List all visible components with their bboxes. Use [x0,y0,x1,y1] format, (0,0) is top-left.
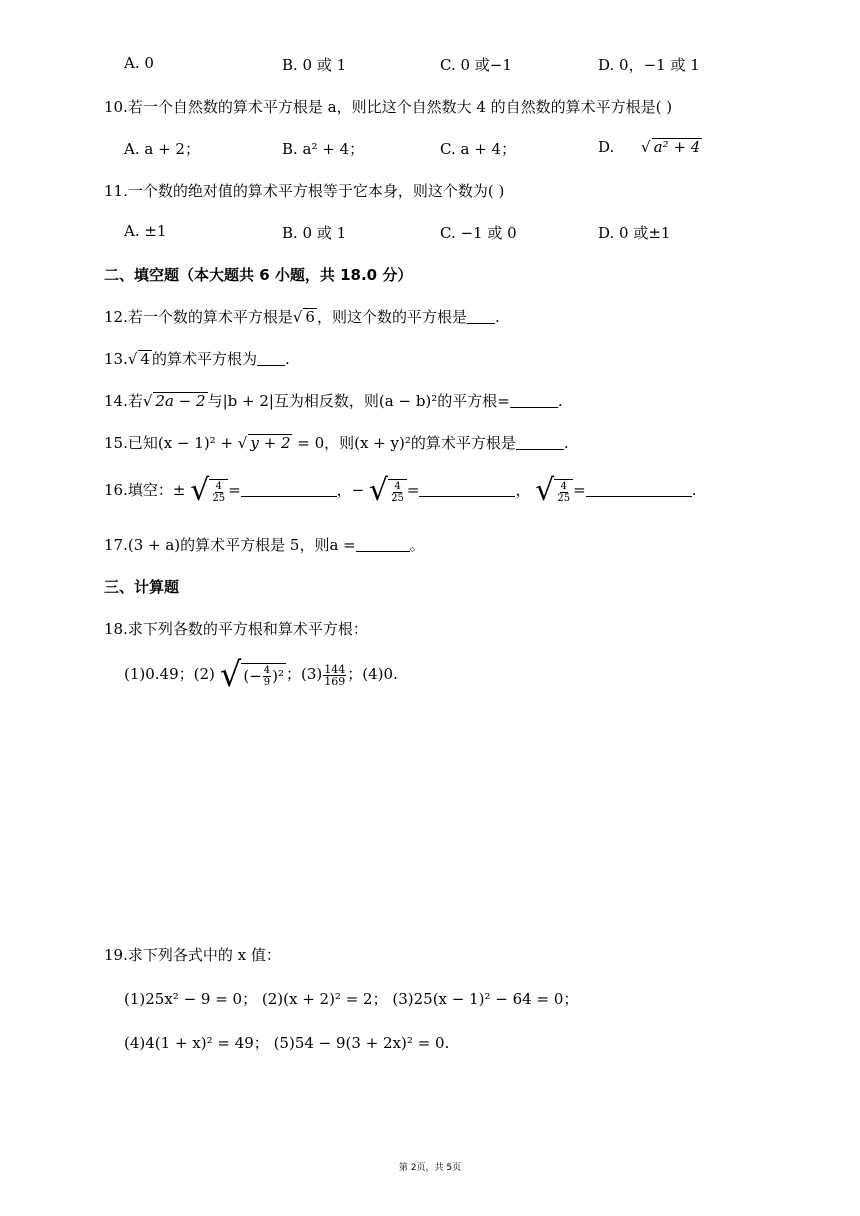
q11-option-a: A. ±1 [124,222,167,240]
section-fill-in-heading: 二、填空题（本大题共 6 小题，共 18.0 分） [104,266,413,284]
q16-end: . [691,481,697,499]
q16-num-1: 4 [215,480,222,492]
q18-parts [124,655,398,695]
q16-num-2: 4 [394,480,401,492]
q18-part-4: ；(4)0. [347,665,398,683]
q17-answer-blank[interactable] [356,536,410,552]
q14-answer-blank[interactable] [510,392,558,408]
q16-sep-1: ，− [336,481,365,499]
q18-inner-den: 9 [263,676,271,688]
q14-mid: 与|b + 2|互为相反数，则(a − b)²的平方根= [207,392,510,410]
q16-den-3: 25 [557,492,571,504]
q15-answer-blank[interactable] [516,434,564,450]
q16-den-1: 25 [212,492,226,504]
q18-frac-den: 169 [324,674,346,688]
q19-row-2: (4)4(1 + x)² = 49； (5)54 − 9(3 + 2x)² = 0. [124,1034,450,1052]
q10-choices [0,138,860,162]
q13: 13.√ 4 的算术平方根为 . [104,350,290,368]
q18-inner-close: )² [272,667,285,685]
q10-option-a: A. a + 2； [124,140,200,158]
q9-option-a: A. 0 [124,54,154,72]
q10-option-d-radicand: a² + 4 [653,138,701,156]
q18-frac-num: 144 [324,662,346,676]
q14-pre: 14.若 [104,392,143,410]
q10-option-d-label: D. [598,138,615,156]
q12-post: ，则这个数的平方根是 [316,308,467,326]
q16-pre: 16.填空：± [104,481,186,499]
q16-eq-3: = [573,481,586,499]
q14-end: . [557,392,563,410]
q11-option-b: B. 0 或 1 [282,224,347,242]
q18-inner-num: 4 [263,664,271,676]
q16-sqrt-1: √ $\frac{4}{25}$ [190,476,228,506]
q13-end: . [284,350,290,368]
q13-post: 的算术平方根为 [151,350,257,368]
q18-part-1-2: (1)0.49；(2) [124,665,215,683]
q12-end: . [494,308,500,326]
q19-stem: 19.求下列各式中的 x 值： [104,946,281,964]
q17-end: 。 [409,536,425,554]
q9-option-c: C. 0 或−1 [440,56,512,74]
q16-num-3: 4 [560,480,567,492]
q11-choices [0,222,860,246]
q12-radicand: 6 [305,308,315,326]
q9-option-d: D. 0，−1 或 1 [598,56,700,74]
q16-answer-blank-2[interactable] [419,481,515,497]
q14-radicand: 2a − 2 [155,392,206,410]
q17 [104,534,425,555]
section-calculation-heading: 三、计算题 [104,578,180,596]
q16-den-2: 25 [391,492,404,504]
q13-radicand: 4 [140,350,150,368]
q9-option-b: B. 0 或 1 [282,56,347,74]
q16-eq-2: = [406,481,420,499]
q17-text: 17.(3 + a)的算术平方根是 5，则a = [104,536,356,554]
q10-option-c: C. a + 4； [440,140,517,158]
q18-stem: 18.求下列各数的平方根和算术平方根： [104,620,368,638]
q16-answer-blank-3[interactable] [586,481,692,497]
q15: 15.已知(x − 1)² + √ y + 2 = 0，则(x + y)²的算术平方根是 . [104,434,569,452]
q10-option-d: D. √ a² + 4 [598,138,701,156]
q18-inner-sign: (− [243,667,262,685]
q16-sqrt-3: √ $\frac{4}{25}$ [535,476,573,506]
q18-sqrt: √ (− $\frac{4}{9}$ )² [219,655,285,695]
q16 [104,473,697,508]
q11-stem: 11.一个数的绝对值的算术平方根等于它本身，则这个数为( ) [104,182,505,200]
q13-answer-blank[interactable] [257,350,285,366]
q15-end: . [563,434,569,452]
q15-post: = 0，则(x + y)²的算术平方根是 [292,434,516,452]
q12: 12.若一个数的算术平方根是√ 6 ，则这个数的平方根是 . [104,308,500,326]
q12-answer-blank[interactable] [467,308,495,324]
q9-choices [0,54,860,78]
q13-pre: 13. [104,350,128,368]
q15-pre: 15.已知(x − 1)² + [104,434,238,452]
q12-pre: 12.若一个数的算术平方根是 [104,308,293,326]
q16-eq-1: = [228,481,241,499]
q10-stem: 10.若一个自然数的算术平方根是 a，则比这个自然数大 4 的自然数的算术平方根是( ) [104,98,673,116]
q18-part-3: ；(3) [286,665,323,683]
q19-row-1: (1)25x² − 9 = 0； (2)(x + 2)² = 2； (3)25(x − 1)² − 64 = 0； [124,990,579,1008]
q16-sqrt-2: √ $\frac{4}{25}$ [369,476,407,506]
q14: 14.若√ 2a − 2 与|b + 2|互为相反数，则(a − b)²的平方根= . [104,392,563,410]
q16-answer-blank-1[interactable] [241,481,337,497]
q16-sep-2: ， [515,481,531,499]
q10-option-b: B. a² + 4； [282,140,365,158]
q11-option-c: C. −1 或 0 [440,224,517,242]
page-footer: 第 2页，共 5页 [398,1163,462,1173]
q11-option-d: D. 0 或±1 [598,224,671,242]
q15-radicand: y + 2 [250,434,291,452]
q18-frac [323,664,346,687]
